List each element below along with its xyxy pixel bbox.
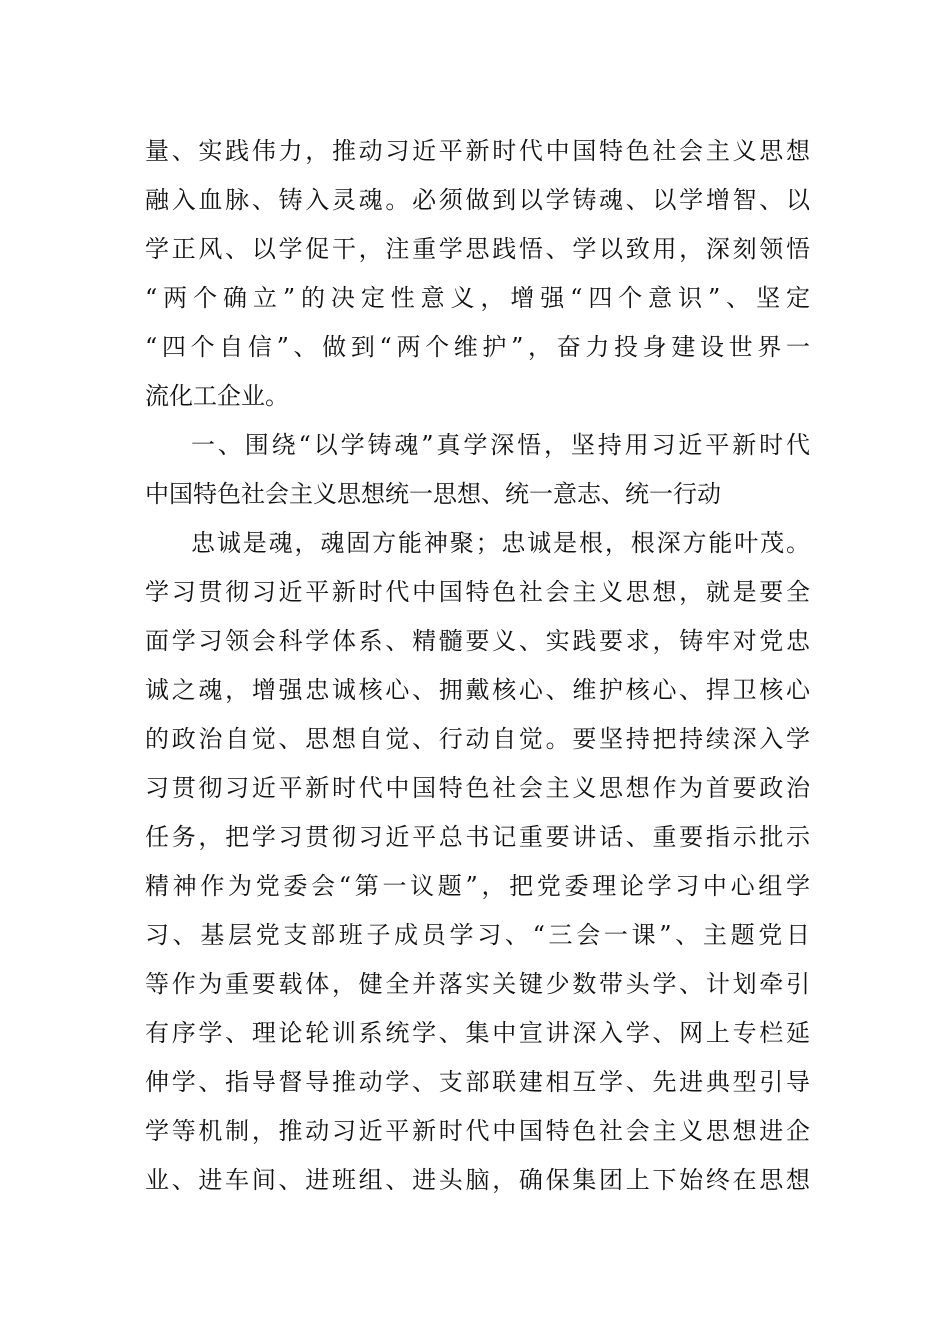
text-line-15: 任务，把学习贯彻习近平总书记重要讲话、重要指示批示 <box>145 823 810 851</box>
text-line-20: 伸学、指导督导推动学、支部联建相互学、先进典型引导 <box>145 1068 810 1096</box>
section-heading-line-2: 中国特色社会主义思想统一思想、统一意志、统一行动 <box>145 480 721 508</box>
text-line-13: 的政治自觉、思想自觉、行动自觉。要坚持把持续深入学 <box>145 725 810 753</box>
section-heading-line-1: 一、围绕“以学铸魂”真学深悟，坚持用习近平新时代 <box>191 431 810 459</box>
text-line-11: 面学习领会科学体系、精髓要义、实践要求，铸牢对党忠 <box>145 627 810 655</box>
text-line-22: 业、进车间、进班组、进头脑，确保集团上下始终在思想 <box>145 1166 810 1194</box>
text-line-12: 诚之魂，增强忠诚核心、拥戴核心、维护核心、捍卫核心 <box>145 676 810 704</box>
text-line-3: 学正风、以学促干，注重学思践悟、学以致用，深刻领悟 <box>145 235 810 263</box>
text-line-14: 习贯彻习近平新时代中国特色社会主义思想作为首要政治 <box>145 774 810 802</box>
text-line-17: 习、基层党支部班子成员学习、“三会一课”、主题党日 <box>145 921 810 949</box>
text-line-16: 精神作为党委会“第一议题”，把党委理论学习中心组学 <box>145 872 810 900</box>
text-line-2: 融入血脉、铸入灵魂。必须做到以学铸魂、以学增智、以 <box>145 186 810 214</box>
text-line-10: 学习贯彻习近平新时代中国特色社会主义思想，就是要全 <box>145 578 810 606</box>
text-line-18: 等作为重要载体，健全并落实关键少数带头学、计划牵引 <box>145 970 810 998</box>
text-line-6: 流化工企业。 <box>145 382 289 410</box>
text-line-5: “四个自信”、做到“两个维护”，奋力投身建设世界一 <box>145 333 810 361</box>
text-line-19: 有序学、理论轮训系统学、集中宣讲深入学、网上专栏延 <box>145 1019 810 1047</box>
text-line-9: 忠诚是魂，魂固方能神聚；忠诚是根，根深方能叶茂。 <box>191 529 810 557</box>
text-line-21: 学等机制，推动习近平新时代中国特色社会主义思想进企 <box>145 1117 810 1145</box>
body-text <box>145 127 810 1205</box>
text-line-1: 量、实践伟力，推动习近平新时代中国特色社会主义思想 <box>145 137 810 165</box>
text-line-4: “两个确立”的决定性意义，增强“四个意识”、坚定 <box>145 284 810 312</box>
